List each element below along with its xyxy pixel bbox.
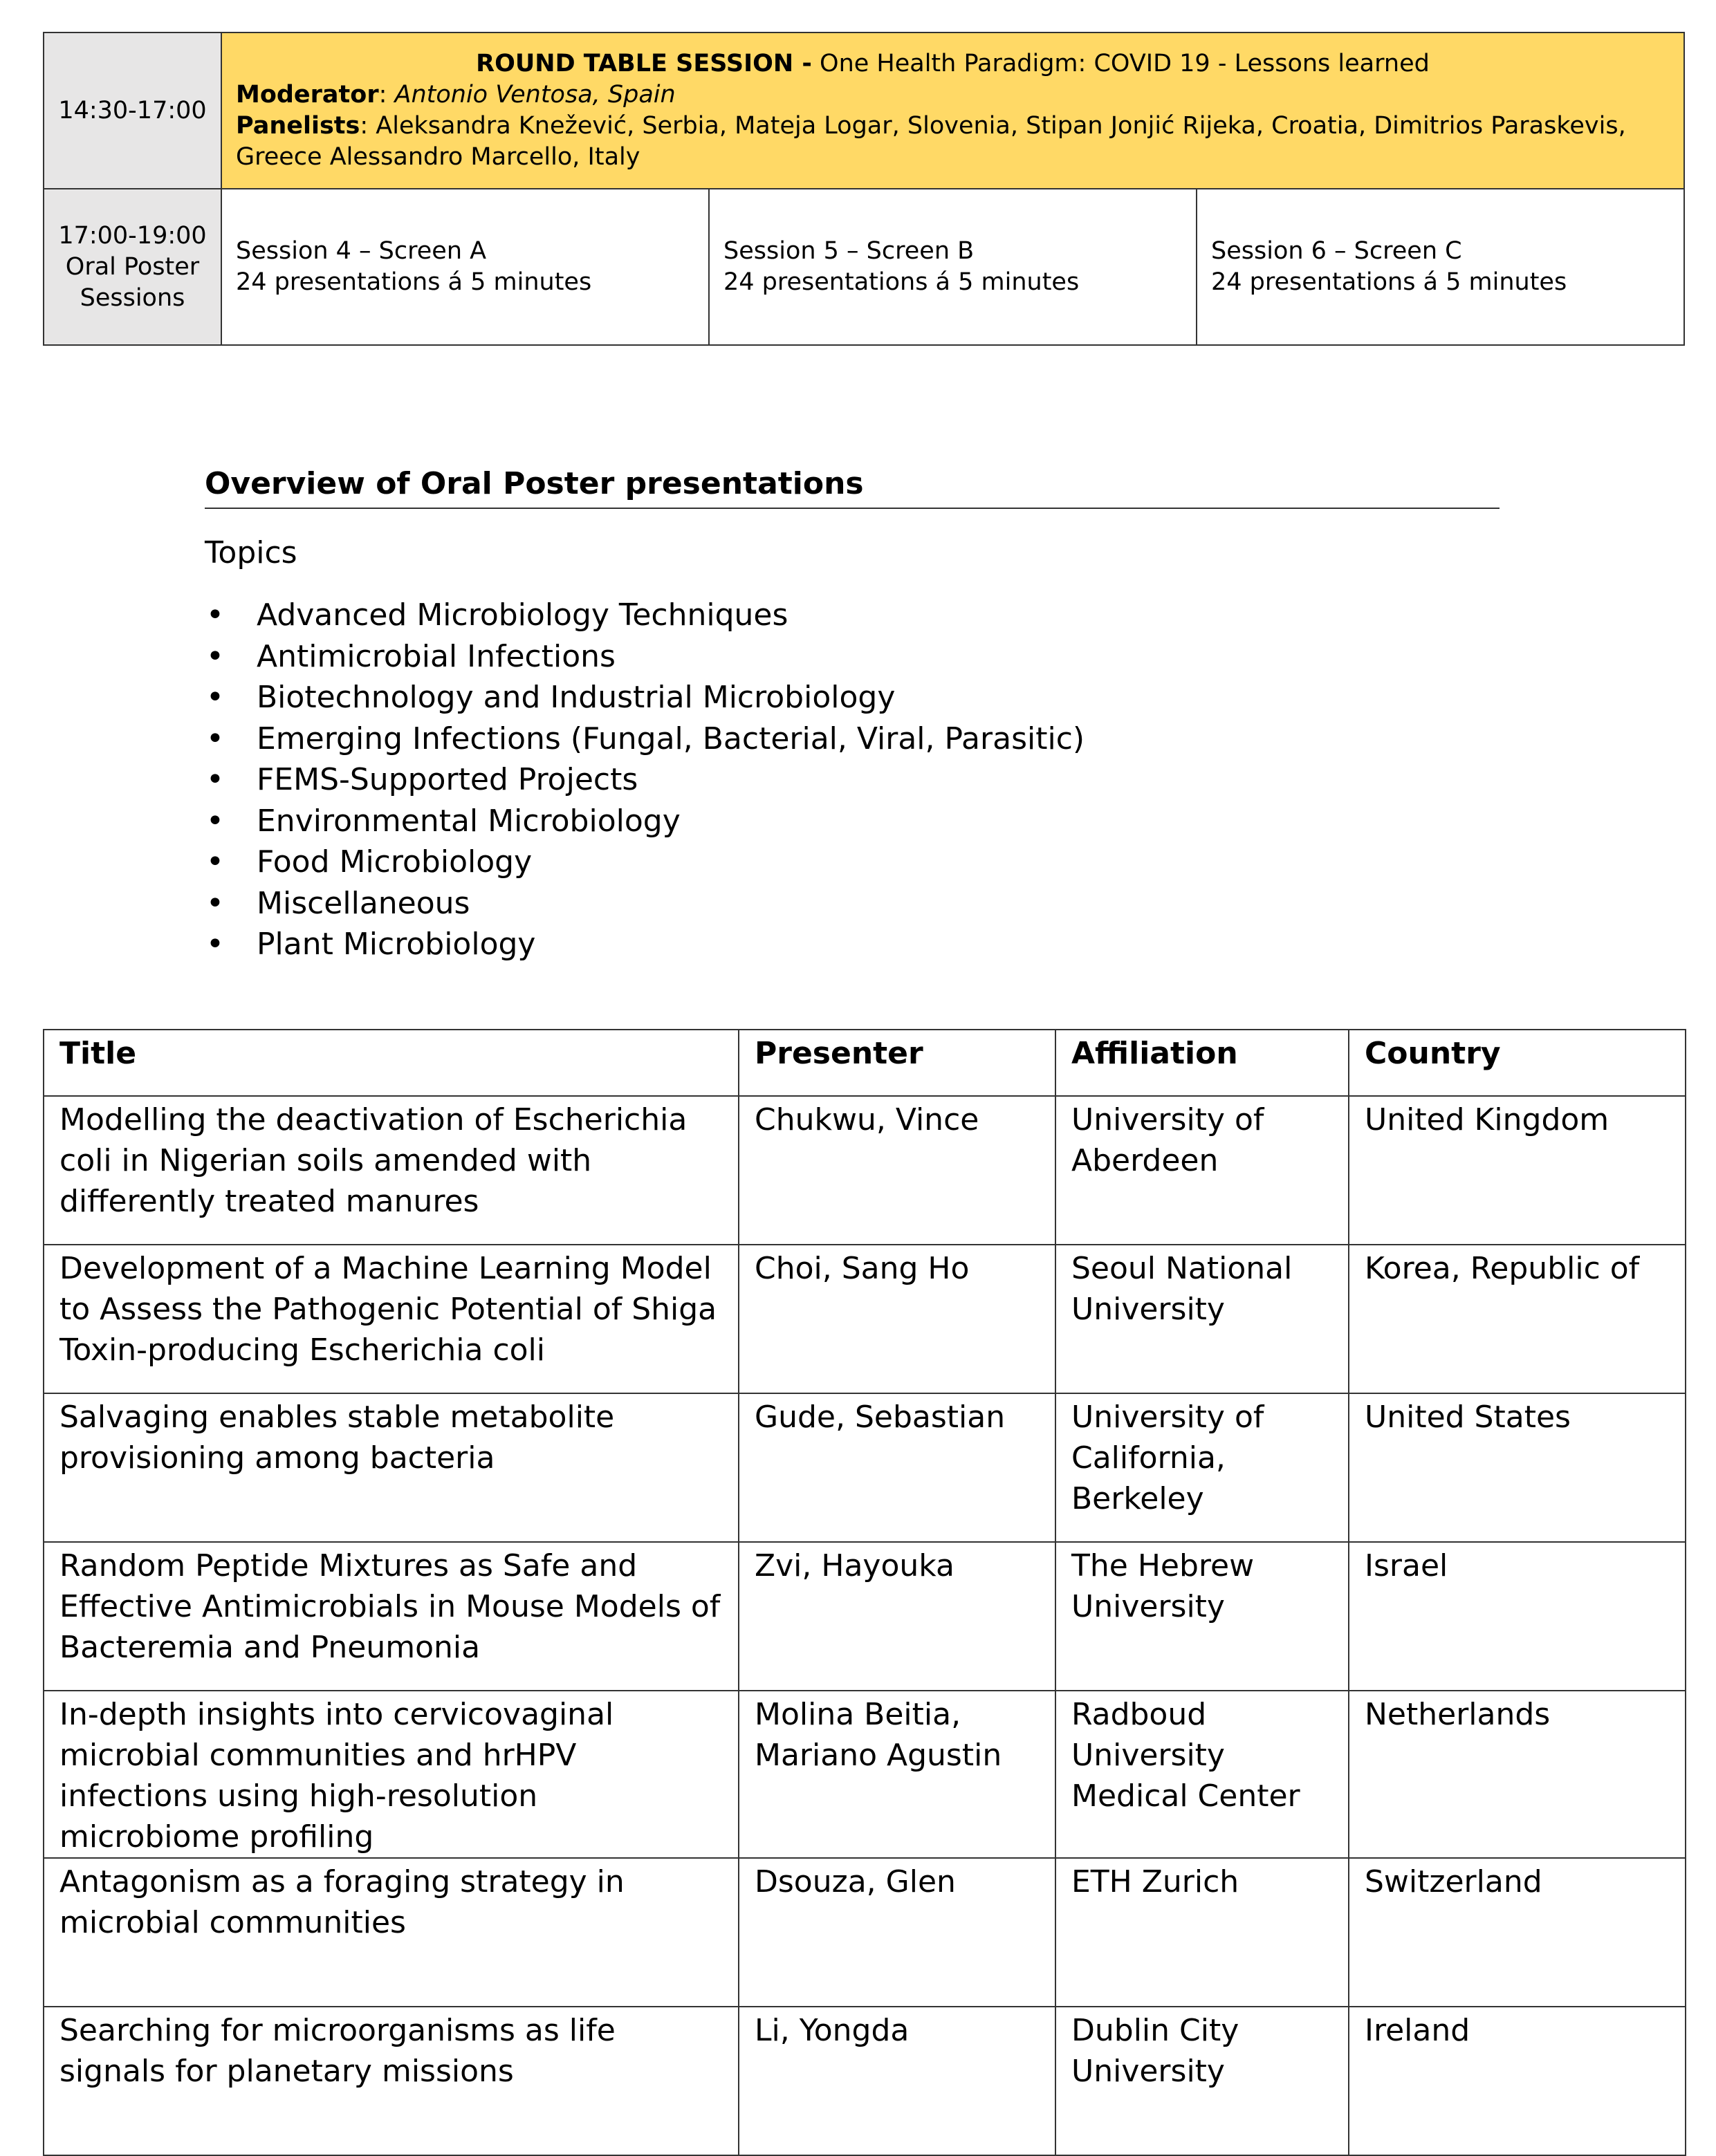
bullet-icon: •: [206, 638, 224, 674]
round-table-time: 14:30-17:00: [44, 32, 221, 189]
cell-affiliation: Radboud University Medical Center: [1055, 1691, 1349, 1858]
session-detail: 24 presentations á 5 minutes: [236, 268, 592, 296]
topic-label: Advanced Microbiology Techniques: [257, 597, 788, 633]
cell-affiliation: University of California, Berkeley: [1055, 1393, 1349, 1542]
schedule-table: [43, 32, 1685, 346]
panelists-line: Panelists: Aleksandra Knežević, Serbia, Mateja Logar, Slovenia, Stipan Jonjić Rijeka, Croatia, Dimitrios Paraskevis, Greece Alessandro Marcello, Italy: [236, 112, 1626, 171]
cell-presenter: Chukwu, Vince: [739, 1096, 1055, 1245]
topic-item: [205, 759, 1085, 801]
cell-presenter: Li, Yongda: [739, 2007, 1055, 2155]
topic-label: Biotechnology and Industrial Microbiology: [257, 680, 896, 715]
topics-label: Topics: [205, 535, 297, 570]
cell-affiliation: Seoul National University: [1055, 1245, 1349, 1393]
topic-label: Plant Microbiology: [257, 927, 536, 962]
topics-list: [205, 595, 1085, 965]
cell-country: Switzerland: [1349, 1858, 1686, 2007]
session-detail: 24 presentations á 5 minutes: [1211, 268, 1567, 296]
bullet-icon: •: [206, 844, 224, 880]
panelists-label: Panelists: [236, 112, 360, 140]
bullet-icon: •: [206, 762, 224, 797]
panelists-names: Aleksandra Knežević, Serbia, Mateja Logar, Slovenia, Stipan Jonjić Rijeka, Croatia, Dimitrios Paraskevis, Greece Alessandro Marcello, Italy: [236, 112, 1626, 171]
cell-country: Israel: [1349, 1542, 1686, 1691]
session-detail: 24 presentations á 5 minutes: [723, 268, 1080, 296]
topic-label: Environmental Microbiology: [257, 803, 681, 839]
cell-country: Ireland: [1349, 2007, 1686, 2155]
session-name: Session 6 – Screen C: [1211, 237, 1462, 265]
cell-country: United States: [1349, 1393, 1686, 1542]
session-name: Session 4 – Screen A: [236, 237, 487, 265]
topic-label: Miscellaneous: [257, 885, 470, 921]
cell-country: Netherlands: [1349, 1691, 1686, 1858]
round-table-cell: [221, 32, 1684, 189]
cell-title: Salvaging enables stable metabolite provisioning among bacteria: [44, 1393, 739, 1542]
bullet-icon: •: [206, 927, 224, 962]
column-header-title: Title: [44, 1030, 739, 1096]
cell-title: Random Peptide Mixtures as Safe and Effective Antimicrobials in Mouse Models of Bacteremia and Pneumonia: [44, 1542, 739, 1691]
cell-affiliation: University of Aberdeen: [1055, 1096, 1349, 1245]
table-row: [44, 2007, 1686, 2155]
cell-affiliation: The Hebrew University: [1055, 1542, 1349, 1691]
topic-label: Antimicrobial Infections: [257, 638, 616, 674]
topic-label: Food Microbiology: [257, 844, 533, 880]
cell-title: Antagonism as a foraging strategy in microbial communities: [44, 1858, 739, 2007]
topic-item: [205, 842, 1085, 883]
table-row: [44, 1096, 1686, 1245]
moderator-label: Moderator: [236, 81, 379, 109]
table-row: [44, 1245, 1686, 1393]
topic-item: [205, 924, 1085, 965]
topic-item: [205, 801, 1085, 842]
cell-affiliation: Dublin City University: [1055, 2007, 1349, 2155]
column-header-country: Country: [1349, 1030, 1686, 1096]
topic-item: [205, 677, 1085, 718]
oral-poster-time-label2: Sessions: [80, 284, 185, 312]
round-table-title-rest: One Health Paradigm: COVID 19 - Lessons learned: [820, 50, 1430, 77]
posters-table: [43, 1029, 1686, 2156]
session-name: Session 5 – Screen B: [723, 237, 975, 265]
cell-title: Searching for microorganisms as life signals for planetary missions: [44, 2007, 739, 2155]
moderator-line: Moderator: Antonio Ventosa, Spain: [236, 81, 676, 109]
cell-country: United Kingdom: [1349, 1096, 1686, 1245]
topic-label: Emerging Infections (Fungal, Bacterial, Viral, Parasitic): [257, 721, 1085, 756]
cell-presenter: Choi, Sang Ho: [739, 1245, 1055, 1393]
overview-heading: Overview of Oral Poster presentations: [205, 465, 1500, 509]
session-cell-4: [221, 189, 709, 345]
round-table-title: [236, 48, 1670, 80]
bullet-icon: •: [206, 680, 224, 715]
cell-affiliation: ETH Zurich: [1055, 1858, 1349, 2007]
table-row: [44, 1691, 1686, 1858]
cell-presenter: Gude, Sebastian: [739, 1393, 1055, 1542]
cell-country: Korea, Republic of: [1349, 1245, 1686, 1393]
column-header-presenter: Presenter: [739, 1030, 1055, 1096]
topic-item: [205, 636, 1085, 678]
bullet-icon: •: [206, 803, 224, 839]
oral-poster-time-range: 17:00-19:00: [58, 221, 207, 250]
bullet-icon: •: [206, 885, 224, 921]
round-table-row: [44, 32, 1684, 189]
cell-title: Modelling the deactivation of Escherichia coli in Nigerian soils amended with differently treated manures: [44, 1096, 739, 1245]
cell-presenter: Molina Beitia, Mariano Agustin: [739, 1691, 1055, 1858]
table-row: [44, 1542, 1686, 1691]
moderator-name: Antonio Ventosa, Spain: [394, 81, 676, 109]
cell-title: In-depth insights into cervicovaginal microbial communities and hrHPV infections using high-resolution microbiome profiling: [44, 1691, 739, 1858]
session-cell-6: [1197, 189, 1684, 345]
posters-header-row: [44, 1030, 1686, 1096]
topic-item: [205, 595, 1085, 636]
session-cell-5: [709, 189, 1197, 345]
cell-presenter: Zvi, Hayouka: [739, 1542, 1055, 1691]
bullet-icon: •: [206, 721, 224, 756]
oral-poster-row: [44, 189, 1684, 345]
cell-title: Development of a Machine Learning Model to Assess the Pathogenic Potential of Shiga Toxin-producing Escherichia coli: [44, 1245, 739, 1393]
cell-presenter: Dsouza, Glen: [739, 1858, 1055, 2007]
topic-item: [205, 883, 1085, 924]
round-table-title-bold: ROUND TABLE SESSION -: [476, 50, 812, 77]
topic-label: FEMS-Supported Projects: [257, 762, 638, 797]
table-row: [44, 1858, 1686, 2007]
column-header-affiliation: Affiliation: [1055, 1030, 1349, 1096]
bullet-icon: •: [206, 597, 224, 633]
topic-item: [205, 718, 1085, 760]
table-row: [44, 1393, 1686, 1542]
oral-poster-time: [44, 189, 221, 345]
oral-poster-time-label1: Oral Poster: [65, 252, 200, 281]
